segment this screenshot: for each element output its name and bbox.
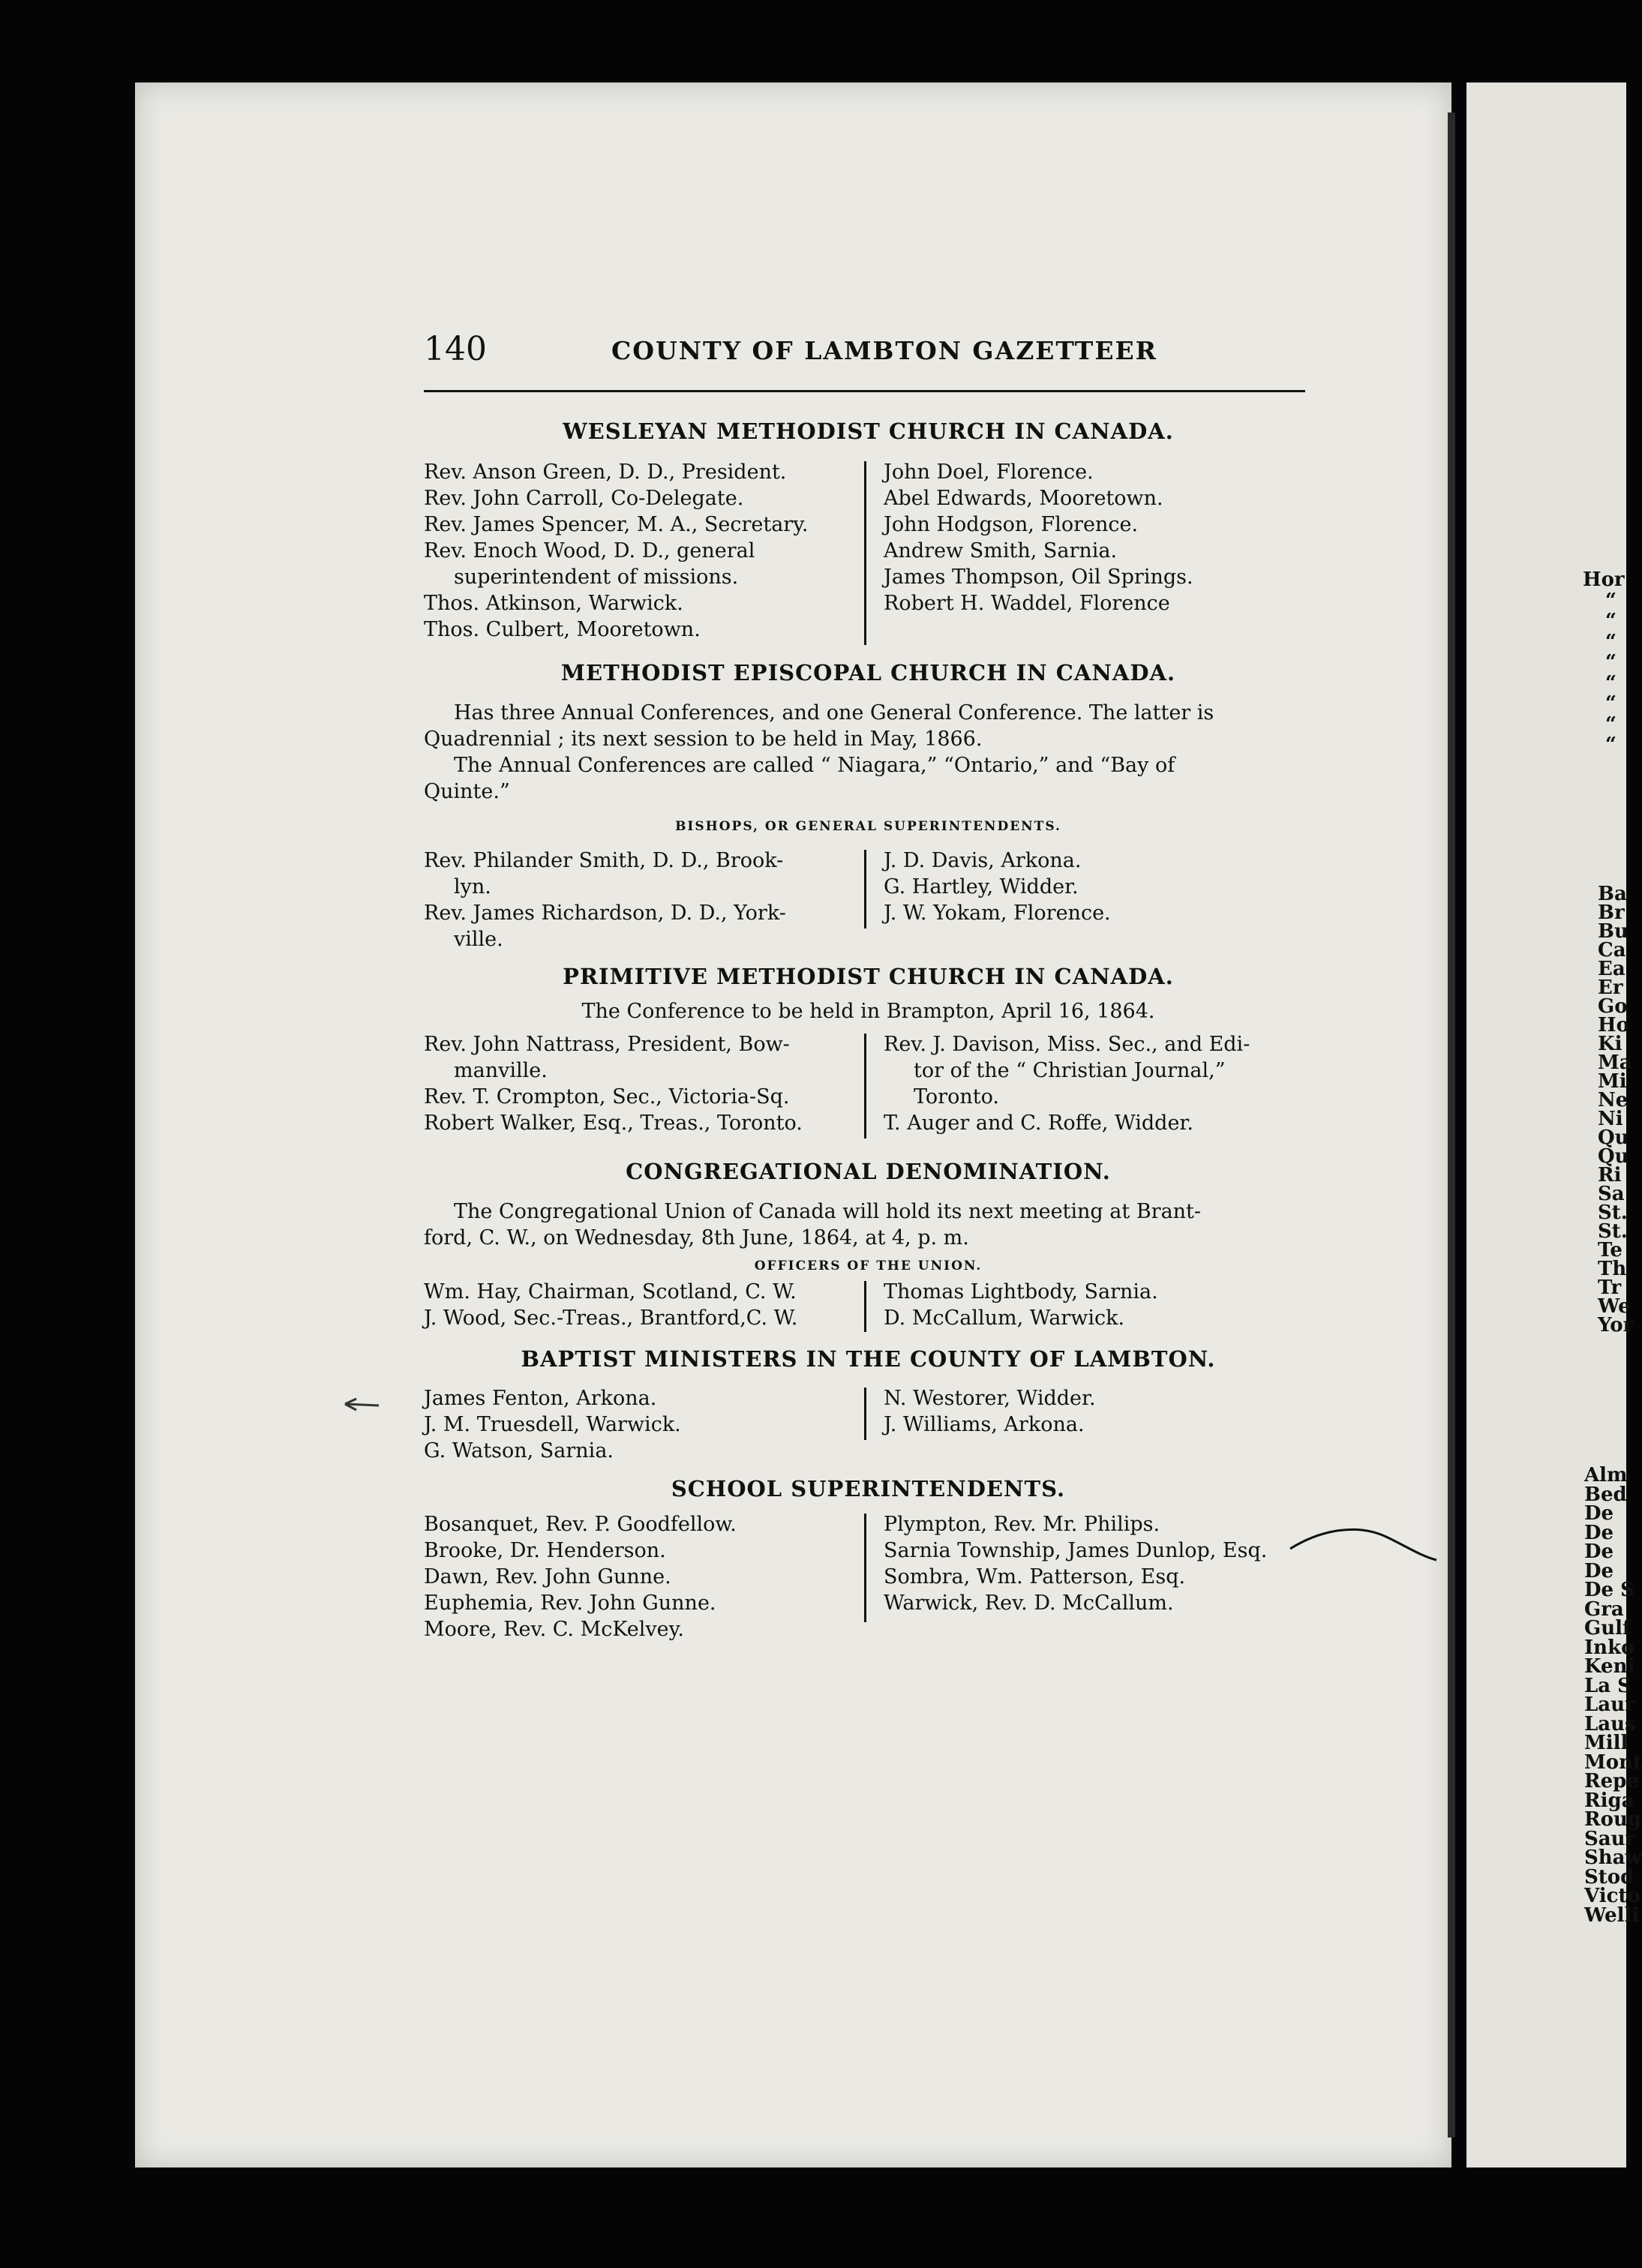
fragment-line: Br <box>1598 902 1625 924</box>
margin-arrow-mark <box>341 1395 386 1418</box>
column-divider <box>864 1388 866 1440</box>
list-item: Sombra, Wm. Patterson, Esq. <box>884 1565 1186 1588</box>
fragment-line: Laur <box>1584 1694 1635 1716</box>
school-heading: SCHOOL SUPERINTENDENTS. <box>671 1476 1066 1502</box>
fragment-line: Gra <box>1584 1598 1624 1621</box>
list-item: J. M. Truesdell, Warwick. <box>424 1413 681 1436</box>
fragment-line: “ <box>1605 671 1616 694</box>
paragraph-line: ford, C. W., on Wednesday, 8th June, 1864, at 4, p. m. <box>424 1226 969 1250</box>
paragraph-line: The Annual Conferences are called “ Niagara,” “Ontario,” and “Bay of <box>454 754 1175 777</box>
fragment-line: Ca <box>1598 939 1626 962</box>
list-item: Rev. James Spencer, M. A., Secretary. <box>424 513 809 536</box>
fragment-line: Sa <box>1598 1183 1625 1205</box>
fragment-line: Hor <box>1583 568 1625 591</box>
list-item: Rev. Enoch Wood, D. D., general <box>424 539 755 562</box>
list-item: Toronto. <box>914 1085 999 1108</box>
fragment-line: Stod <box>1584 1865 1634 1888</box>
list-item: Rev. Philander Smith, D. D., Brook- <box>424 849 784 872</box>
list-item: J. Wood, Sec.-Treas., Brantford,C. W. <box>424 1306 798 1330</box>
list-item: John Hodgson, Florence. <box>884 513 1139 536</box>
fragment-line: De <box>1584 1502 1614 1525</box>
list-item: Rev. Anson Green, D. D., President. <box>424 460 787 484</box>
list-item: J. D. Davis, Arkona. <box>884 849 1082 872</box>
list-item: Thos. Atkinson, Warwick. <box>424 592 683 615</box>
wesleyan-left-column <box>424 459 866 643</box>
fragment-line: Ho <box>1598 1014 1629 1036</box>
list-item: James Fenton, Arkona. <box>424 1387 657 1410</box>
column-divider <box>864 1281 866 1332</box>
list-item: G. Hartley, Widder. <box>884 875 1079 898</box>
list-item: Thomas Lightbody, Sarnia. <box>884 1280 1158 1304</box>
facing-page-fragment-bottom <box>1584 1466 1642 1925</box>
pen-mark <box>1275 1515 1448 1590</box>
list-item: Robert H. Waddel, Florence <box>884 592 1170 615</box>
list-item: James Thompson, Oil Springs. <box>884 566 1193 589</box>
fragment-line: Go <box>1598 995 1628 1018</box>
fragment-line: Tr <box>1598 1276 1622 1299</box>
fragment-line: Riga <box>1584 1789 1634 1812</box>
baptist-right-column <box>884 1385 1326 1438</box>
fragment-line: Welli <box>1584 1904 1640 1927</box>
list-item: Moore, Rev. C. McKelvey. <box>424 1618 684 1641</box>
running-head: COUNTY OF LAMBTON GAZETTEER <box>611 336 1158 365</box>
column-divider <box>864 1514 866 1622</box>
fragment-line: Ma <box>1598 1052 1632 1074</box>
page-gutter <box>1448 112 1455 2138</box>
fragment-line: We <box>1598 1295 1631 1318</box>
facing-page-fragment-mid <box>1598 885 1633 1335</box>
fragment-line: Gulf <box>1584 1617 1631 1640</box>
list-item: Thos. Culbert, Mooretown. <box>424 618 701 641</box>
page-number: 140 <box>424 330 487 368</box>
fragment-line: Ne <box>1598 1089 1628 1112</box>
school-left-column <box>424 1511 866 1642</box>
episcopal-subheading: BISHOPS, OR GENERAL SUPERINTENDENTS. <box>675 819 1061 834</box>
fragment-line: Inko <box>1584 1636 1634 1659</box>
episcopal-paragraph <box>424 700 1313 805</box>
fragment-line: Alm <box>1584 1464 1628 1486</box>
episcopal-left-column <box>424 848 866 952</box>
list-item: ville. <box>454 928 503 951</box>
fragment-line: “ <box>1605 734 1616 756</box>
list-item: Dawn, Rev. John Gunne. <box>424 1565 671 1588</box>
paragraph-line: Has three Annual Conferences, and one General Conference. The latter is <box>454 701 1214 724</box>
fragment-line: Repe <box>1584 1770 1639 1792</box>
list-item: G. Watson, Sarnia. <box>424 1439 614 1462</box>
fragment-line: Qu <box>1598 1126 1629 1149</box>
fragment-line: St. <box>1598 1202 1628 1224</box>
congregational-heading: CONGREGATIONAL DENOMINATION. <box>626 1159 1111 1184</box>
congregational-left-column <box>424 1279 866 1331</box>
fragment-line: Th <box>1598 1258 1627 1280</box>
fragment-line: Ri <box>1598 1164 1622 1186</box>
fragment-line: Victo <box>1584 1885 1640 1907</box>
fragment-line: “ <box>1605 651 1616 674</box>
list-item: Rev. J. Davison, Miss. Sec., and Edi- <box>884 1033 1250 1056</box>
fragment-line: Ni <box>1598 1108 1623 1130</box>
list-item: Rev. James Richardson, D. D., York- <box>424 902 786 925</box>
list-item: Warwick, Rev. D. McCallum. <box>884 1592 1174 1615</box>
list-item: Rev. John Nattrass, President, Bow- <box>424 1033 790 1056</box>
header-rule <box>424 390 1305 392</box>
fragment-line: De S <box>1584 1579 1634 1601</box>
fragment-line: “ <box>1605 630 1616 653</box>
list-item: lyn. <box>454 875 491 898</box>
fragment-line: Ba <box>1598 883 1627 905</box>
baptist-heading: BAPTIST MINISTERS IN THE COUNTY OF LAMBTON. <box>521 1346 1216 1372</box>
wesleyan-right-column <box>884 459 1326 616</box>
list-item: Rev. John Carroll, Co-Delegate. <box>424 487 744 510</box>
list-item: Wm. Hay, Chairman, Scotland, C. W. <box>424 1280 797 1304</box>
fragment-line: Ki <box>1598 1033 1622 1055</box>
fragment-line: Saur <box>1584 1827 1636 1850</box>
list-item: Sarnia Township, James Dunlop, Esq. <box>884 1539 1268 1562</box>
list-item: Euphemia, Rev. John Gunne. <box>424 1592 716 1615</box>
fragment-line: Bu <box>1598 920 1628 943</box>
list-item: superintendent of missions. <box>454 566 739 589</box>
fragment-line: Te <box>1598 1239 1622 1262</box>
fragment-line: De <box>1584 1521 1614 1544</box>
list-item: tor of the “ Christian Journal,” <box>914 1059 1226 1082</box>
column-divider <box>864 461 866 645</box>
fragment-line: Mi <box>1598 1070 1627 1093</box>
fragment-line: Shaw <box>1584 1846 1642 1869</box>
episcopal-right-column <box>884 848 1326 926</box>
list-item: Plympton, Rev. Mr. Philips. <box>884 1513 1160 1536</box>
fragment-line: De <box>1584 1540 1614 1563</box>
fragment-line: Qu <box>1598 1145 1629 1168</box>
list-item: N. Westorer, Widder. <box>884 1387 1096 1410</box>
list-item: Abel Edwards, Mooretown. <box>884 487 1163 510</box>
fragment-line: Laus <box>1584 1712 1636 1736</box>
congregational-paragraph <box>424 1198 1313 1251</box>
paragraph-line: Quinte.” <box>424 780 510 803</box>
fragment-line: Keni <box>1584 1655 1635 1678</box>
fragment-line: “ <box>1605 589 1616 612</box>
primitive-heading: PRIMITIVE METHODIST CHURCH IN CANADA. <box>563 964 1174 989</box>
list-item: D. McCallum, Warwick. <box>884 1306 1125 1330</box>
primitive-note: The Conference to be held in Brampton, April 16, 1864. <box>581 1000 1155 1023</box>
congregational-subheading: OFFICERS OF THE UNION. <box>754 1258 983 1274</box>
fragment-line: Bed <box>1584 1483 1627 1506</box>
list-item: John Doel, Florence. <box>884 460 1094 484</box>
school-right-column <box>884 1511 1326 1616</box>
fragment-line: St. <box>1598 1220 1628 1243</box>
fragment-line: “ <box>1605 610 1616 632</box>
baptist-left-column <box>424 1385 866 1464</box>
list-item: Bosanquet, Rev. P. Goodfellow. <box>424 1513 737 1536</box>
bleed-through <box>660 1042 1185 1095</box>
list-item: Rev. T. Crompton, Sec., Victoria-Sq. <box>424 1085 790 1108</box>
fragment-line: Roug <box>1584 1808 1642 1831</box>
list-item: T. Auger and C. Roffe, Widder. <box>884 1112 1193 1135</box>
fragment-line: Ea <box>1598 958 1625 980</box>
column-divider <box>864 850 866 928</box>
list-item: Robert Walker, Esq., Treas., Toronto. <box>424 1112 803 1135</box>
fragment-line: “ <box>1605 712 1616 736</box>
fragment-line: La S <box>1584 1674 1631 1697</box>
list-item: Andrew Smith, Sarnia. <box>884 539 1118 562</box>
fragment-line: Mont <box>1584 1750 1642 1774</box>
episcopal-heading: METHODIST EPISCOPAL CHURCH IN CANADA. <box>560 660 1176 686</box>
fragment-line: Yor <box>1598 1314 1634 1336</box>
list-item: Brooke, Dr. Henderson. <box>424 1539 666 1562</box>
facing-page-fragment-top <box>1583 570 1625 756</box>
list-item: J. Williams, Arkona. <box>884 1413 1085 1436</box>
fragment-line: Er <box>1598 976 1623 999</box>
fragment-line: De <box>1584 1559 1614 1582</box>
fragment-line: “ <box>1605 692 1616 715</box>
paragraph-line: The Congregational Union of Canada will hold its next meeting at Brant- <box>454 1200 1202 1223</box>
list-item: manville. <box>454 1059 548 1082</box>
wesleyan-heading: WESLEYAN METHODIST CHURCH IN CANADA. <box>563 418 1174 444</box>
list-item: J. W. Yokam, Florence. <box>884 902 1111 925</box>
fragment-line: Mill <box>1584 1732 1628 1754</box>
paragraph-line: Quadrennial ; its next session to be held in May, 1866. <box>424 728 983 751</box>
congregational-right-column <box>884 1279 1326 1331</box>
